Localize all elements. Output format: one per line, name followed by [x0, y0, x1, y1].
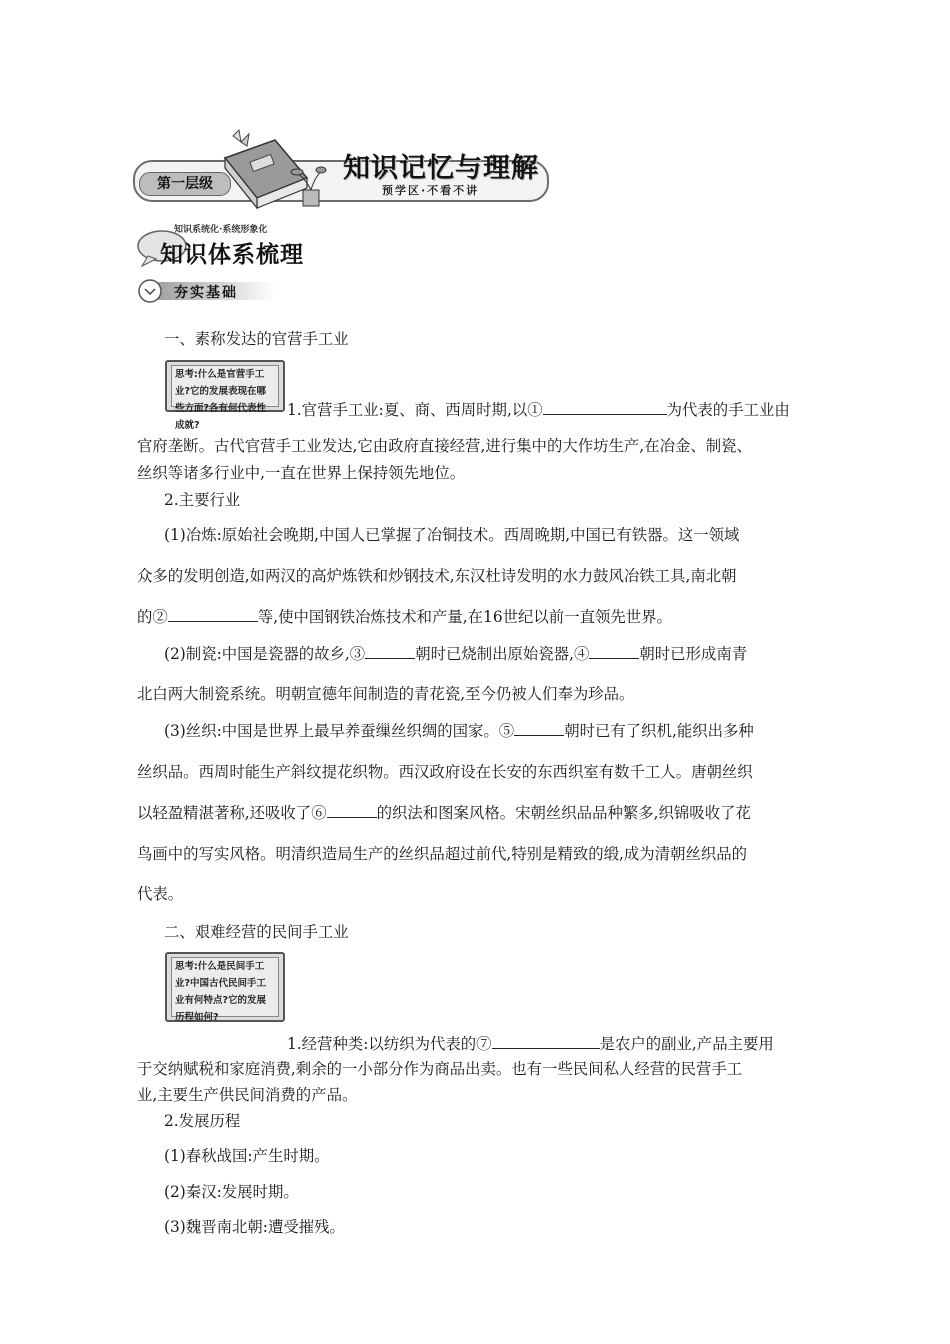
- section-title: 知识体系梳理: [160, 242, 304, 268]
- heading-folk-handicraft: 二、艰难经营的民间手工业: [164, 923, 349, 941]
- heading-official-handicraft: 一、素称发达的官营手工业: [164, 330, 349, 348]
- paragraph-qin-han: (2)秦汉:发展时期。: [164, 1183, 299, 1201]
- paragraph-1-line-3: 丝织等诸多行业中,一直在世界上保持领先地位。: [137, 464, 466, 482]
- banner-title: 知识记忆与理解: [343, 153, 539, 184]
- text: (2)制瓷:中国是瓷器的故乡,③: [164, 645, 366, 663]
- paragraph-main-industries: 2.主要行业: [164, 491, 241, 509]
- banner-subtitle: 预学区·不看不讲: [382, 184, 480, 197]
- text: 的②: [137, 608, 168, 626]
- book-plant-icon: [215, 128, 325, 212]
- folk-paragraph-line-2: 于交纳赋税和家庭消费,剩余的一小部分作为商品出卖。也有一些民间私人经营的民营手工: [137, 1060, 743, 1078]
- text: 朝时已有了织机,能织出多种: [564, 722, 754, 740]
- blank-6[interactable]: [327, 803, 377, 818]
- text: 等,使中国钢铁冶炼技术和产量,在16世纪以前一直领先世界。: [257, 608, 672, 626]
- paragraph-smelting-line-2: 众多的发明创造,如两汉的高炉炼铁和炒钢技术,东汉杜诗发明的水力鼓风冶铁工具,南北朝: [137, 567, 737, 585]
- paragraph-silk-line-5: 代表。: [137, 885, 184, 903]
- text: 是农户的副业,产品主要用: [599, 1035, 774, 1053]
- paragraph-porcelain-line-2: 北白两大制瓷系统。明朝宣德年间制造的青花瓷,至今仍被人们奉为珍品。: [137, 685, 635, 703]
- paragraph-development: 2.发展历程: [164, 1112, 241, 1130]
- blank-1[interactable]: [543, 400, 667, 415]
- think-box-2-text: 思考:什么是民间手工业?中国古代民间手工业有何特点?它的发展历程如何?: [171, 957, 279, 1017]
- paragraph-spring-autumn: (1)春秋战国:产生时期。: [164, 1147, 330, 1165]
- folk-paragraph-line-1: [287, 1032, 774, 1054]
- paragraph-silk-line-1: [164, 719, 754, 741]
- blank-5[interactable]: [514, 721, 564, 736]
- text: (3)丝织:中国是世界上最早养蚕缫丝织绸的国家。⑤: [164, 722, 515, 740]
- blank-3[interactable]: [365, 644, 415, 659]
- text: 1.经营种类:以纺织为代表的⑦: [287, 1035, 492, 1053]
- level-badge: 第一层级: [139, 172, 231, 196]
- text: 以轻盈精湛著称,还吸收了⑥: [137, 804, 327, 822]
- paragraph-silk-line-4: 鸟画中的写实风格。明清织造局生产的丝织品超过前代,特别是精致的缎,成为清朝丝织品的: [137, 845, 748, 863]
- paragraph-smelting-line-1: (1)冶炼:原始社会晚期,中国人已掌握了冶铜技术。西周晚期,中国已有铁器。这一领域: [164, 526, 740, 544]
- think-box-1-text: 思考:什么是官营手工业?它的发展表现在哪些方面?各有何代表性成就?: [171, 365, 279, 407]
- paragraph-1-line-2: 官府垄断。古代官营手工业发达,它由政府直接经营,进行集中的大作坊生产,在冶金、制瓷、: [137, 437, 752, 455]
- text: 朝时已形成南青: [639, 645, 748, 663]
- paragraph-1-line-1: [287, 398, 790, 420]
- paragraph-smelting-line-3: [137, 605, 672, 627]
- text: 1.官营手工业:夏、商、西周时期,以①: [287, 401, 543, 419]
- sub-banner-label: 夯实基础: [174, 285, 238, 301]
- folk-paragraph-line-3: 业,主要生产供民间消费的产品。: [137, 1086, 358, 1104]
- paragraph-porcelain-line-1: [164, 642, 747, 664]
- text: 的织法和图案风格。宋朝丝织品品种繁多,织锦吸收了花: [376, 804, 751, 822]
- text: 朝时已烧制出原始瓷器,④: [415, 645, 590, 663]
- blank-7[interactable]: [492, 1034, 600, 1049]
- paragraph-silk-line-3: [137, 801, 751, 823]
- paragraph-silk-line-2: 丝织品。西周时能生产斜纹提花织物。西汉政府设在长安的东西织室有数千工人。唐朝丝织: [137, 763, 753, 781]
- blank-2[interactable]: [168, 607, 258, 622]
- think-box-1: [165, 360, 285, 431]
- text: 为代表的手工业由: [666, 401, 790, 419]
- paragraph-wei-jin: (3)魏晋南北朝:遭受摧残。: [164, 1218, 345, 1236]
- think-box-2: [165, 952, 285, 1022]
- blank-4[interactable]: [589, 644, 639, 659]
- section-tagline: 知识系统化·系统形象化: [174, 225, 268, 235]
